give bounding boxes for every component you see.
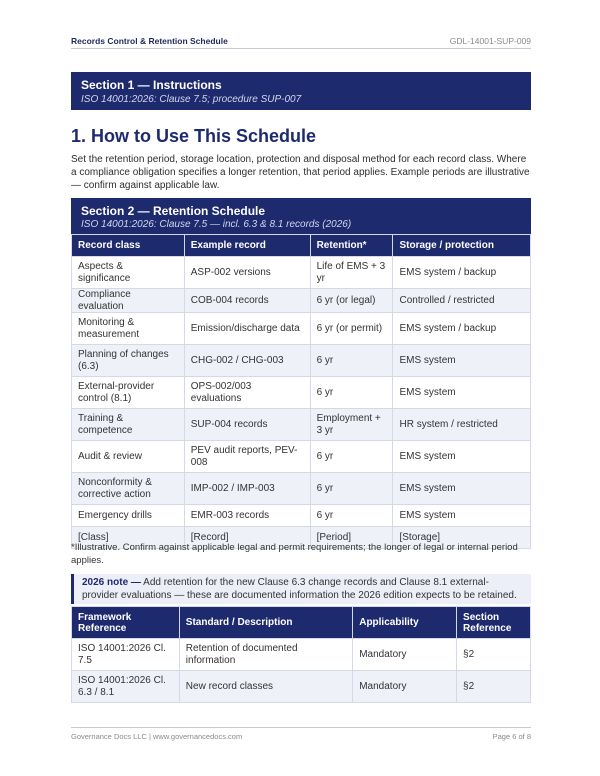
footer-divider bbox=[71, 727, 531, 728]
table-cell: 6 yr bbox=[310, 441, 393, 473]
column-header: Section Reference bbox=[457, 607, 531, 639]
table-cell: Mandatory bbox=[353, 639, 457, 671]
table-row bbox=[72, 671, 531, 703]
table-cell: [Record] bbox=[184, 527, 310, 549]
table-cell: ASP-002 versions bbox=[184, 257, 310, 289]
table-cell: Emergency drills bbox=[72, 505, 185, 527]
header-divider bbox=[71, 48, 531, 49]
table-cell: EMS system bbox=[393, 377, 531, 409]
footer-company: Governance Docs LLC | www.governancedocs.com bbox=[71, 732, 243, 741]
column-header: Storage / protection bbox=[393, 235, 531, 257]
section-1-title: Section 1 — Instructions bbox=[81, 78, 222, 92]
table-row bbox=[72, 257, 531, 289]
table-cell: OPS-002/003 evaluations bbox=[184, 377, 310, 409]
table-cell: EMS system / backup bbox=[393, 313, 531, 345]
table-cell: CHG-002 / CHG-003 bbox=[184, 345, 310, 377]
table-cell: Employment + 3 yr bbox=[310, 409, 393, 441]
column-header: Framework Reference bbox=[72, 607, 180, 639]
table-cell: [Class] bbox=[72, 527, 185, 549]
table-cell: SUP-004 records bbox=[184, 409, 310, 441]
column-header: Applicability bbox=[353, 607, 457, 639]
intro-paragraph: Set the retention period, storage location, protection and disposal method for each record class. Where a compliance obligation specifies a longer retention, that period applies. Example periods are illustrative — confirm against applicable law. bbox=[71, 154, 530, 191]
column-header: Example record bbox=[184, 235, 310, 257]
table-row bbox=[72, 345, 531, 377]
table-cell: Audit & review bbox=[72, 441, 185, 473]
section-2-title: Section 2 — Retention Schedule bbox=[81, 204, 266, 218]
table-cell: Training & competence bbox=[72, 409, 185, 441]
table-cell: PEV audit reports, PEV-008 bbox=[184, 441, 310, 473]
header-doc-id: GDL-14001-SUP-009 bbox=[449, 36, 531, 46]
note-lead: 2026 note — bbox=[82, 577, 141, 588]
column-header: Retention* bbox=[310, 235, 393, 257]
table-cell: [Period] bbox=[310, 527, 393, 549]
table-cell: Mandatory bbox=[353, 671, 457, 703]
table-row bbox=[72, 409, 531, 441]
header-title: Records Control & Retention Schedule bbox=[71, 36, 228, 46]
table-cell: Life of EMS + 3 yr bbox=[310, 257, 393, 289]
table-row bbox=[72, 639, 531, 671]
table-cell: EMS system bbox=[393, 345, 531, 377]
table-cell: EMS system bbox=[393, 441, 531, 473]
footer-page-number: Page 6 of 8 bbox=[492, 732, 531, 741]
table-row bbox=[72, 473, 531, 505]
table-row bbox=[72, 505, 531, 527]
table-cell: External-provider control (8.1) bbox=[72, 377, 185, 409]
table-cell: ISO 14001:2026 Cl. 7.5 bbox=[72, 639, 180, 671]
table-cell: Planning of changes (6.3) bbox=[72, 345, 185, 377]
table-cell: Emission/discharge data bbox=[184, 313, 310, 345]
table-cell: 6 yr bbox=[310, 345, 393, 377]
table-cell: New record classes bbox=[179, 671, 352, 703]
table-cell: §2 bbox=[457, 671, 531, 703]
table-cell: IMP-002 / IMP-003 bbox=[184, 473, 310, 505]
note-text: Add retention for the new Clause 6.3 change records and Clause 8.1 external-provider evaluations — these are documented information the 2026 edition expects to be retained. bbox=[82, 577, 517, 601]
table-cell: 6 yr bbox=[310, 377, 393, 409]
table-header-row bbox=[72, 607, 531, 639]
section-1-subtitle: ISO 14001:2026: Clause 7.5; procedure SUP-007 bbox=[81, 94, 302, 105]
table-cell: Compliance evaluation bbox=[72, 289, 185, 313]
table-row bbox=[72, 313, 531, 345]
table-cell: EMR-003 records bbox=[184, 505, 310, 527]
table-cell: Monitoring & measurement bbox=[72, 313, 185, 345]
table-cell: HR system / restricted bbox=[393, 409, 531, 441]
table-header-row bbox=[72, 235, 531, 257]
note-callout bbox=[71, 574, 531, 604]
table-cell: §2 bbox=[457, 639, 531, 671]
retention-schedule-table bbox=[71, 234, 531, 549]
section-1-band bbox=[71, 72, 531, 110]
column-header: Record class bbox=[72, 235, 185, 257]
table-row bbox=[72, 441, 531, 473]
table-cell: 6 yr (or legal) bbox=[310, 289, 393, 313]
table-cell: EMS system bbox=[393, 505, 531, 527]
table-cell: Retention of documented information bbox=[179, 639, 352, 671]
table-cell: ISO 14001:2026 Cl. 6.3 / 8.1 bbox=[72, 671, 180, 703]
table-cell: EMS system bbox=[393, 473, 531, 505]
table-cell: EMS system / backup bbox=[393, 257, 531, 289]
table-row bbox=[72, 289, 531, 313]
table-cell: 6 yr bbox=[310, 505, 393, 527]
page-heading: 1. How to Use This Schedule bbox=[71, 126, 317, 146]
table-cell: 6 yr bbox=[310, 473, 393, 505]
table-cell: [Storage] bbox=[393, 527, 531, 549]
table-row bbox=[72, 377, 531, 409]
section-2-subtitle: ISO 14001:2026: Clause 7.5 — incl. 6.3 & 8.1 records (2026) bbox=[81, 219, 352, 230]
framework-reference-table bbox=[71, 606, 531, 703]
table-cell: COB-004 records bbox=[184, 289, 310, 313]
column-header: Standard / Description bbox=[179, 607, 352, 639]
table-cell: Nonconformity & corrective action bbox=[72, 473, 185, 505]
section-2-band bbox=[71, 198, 531, 234]
table-footnote: *Illustrative. Confirm against applicable legal and permit requirements; the longer of legal or internal period applies. bbox=[71, 542, 518, 566]
table-cell: 6 yr (or permit) bbox=[310, 313, 393, 345]
table-cell: Controlled / restricted bbox=[393, 289, 531, 313]
table-cell: Aspects & significance bbox=[72, 257, 185, 289]
